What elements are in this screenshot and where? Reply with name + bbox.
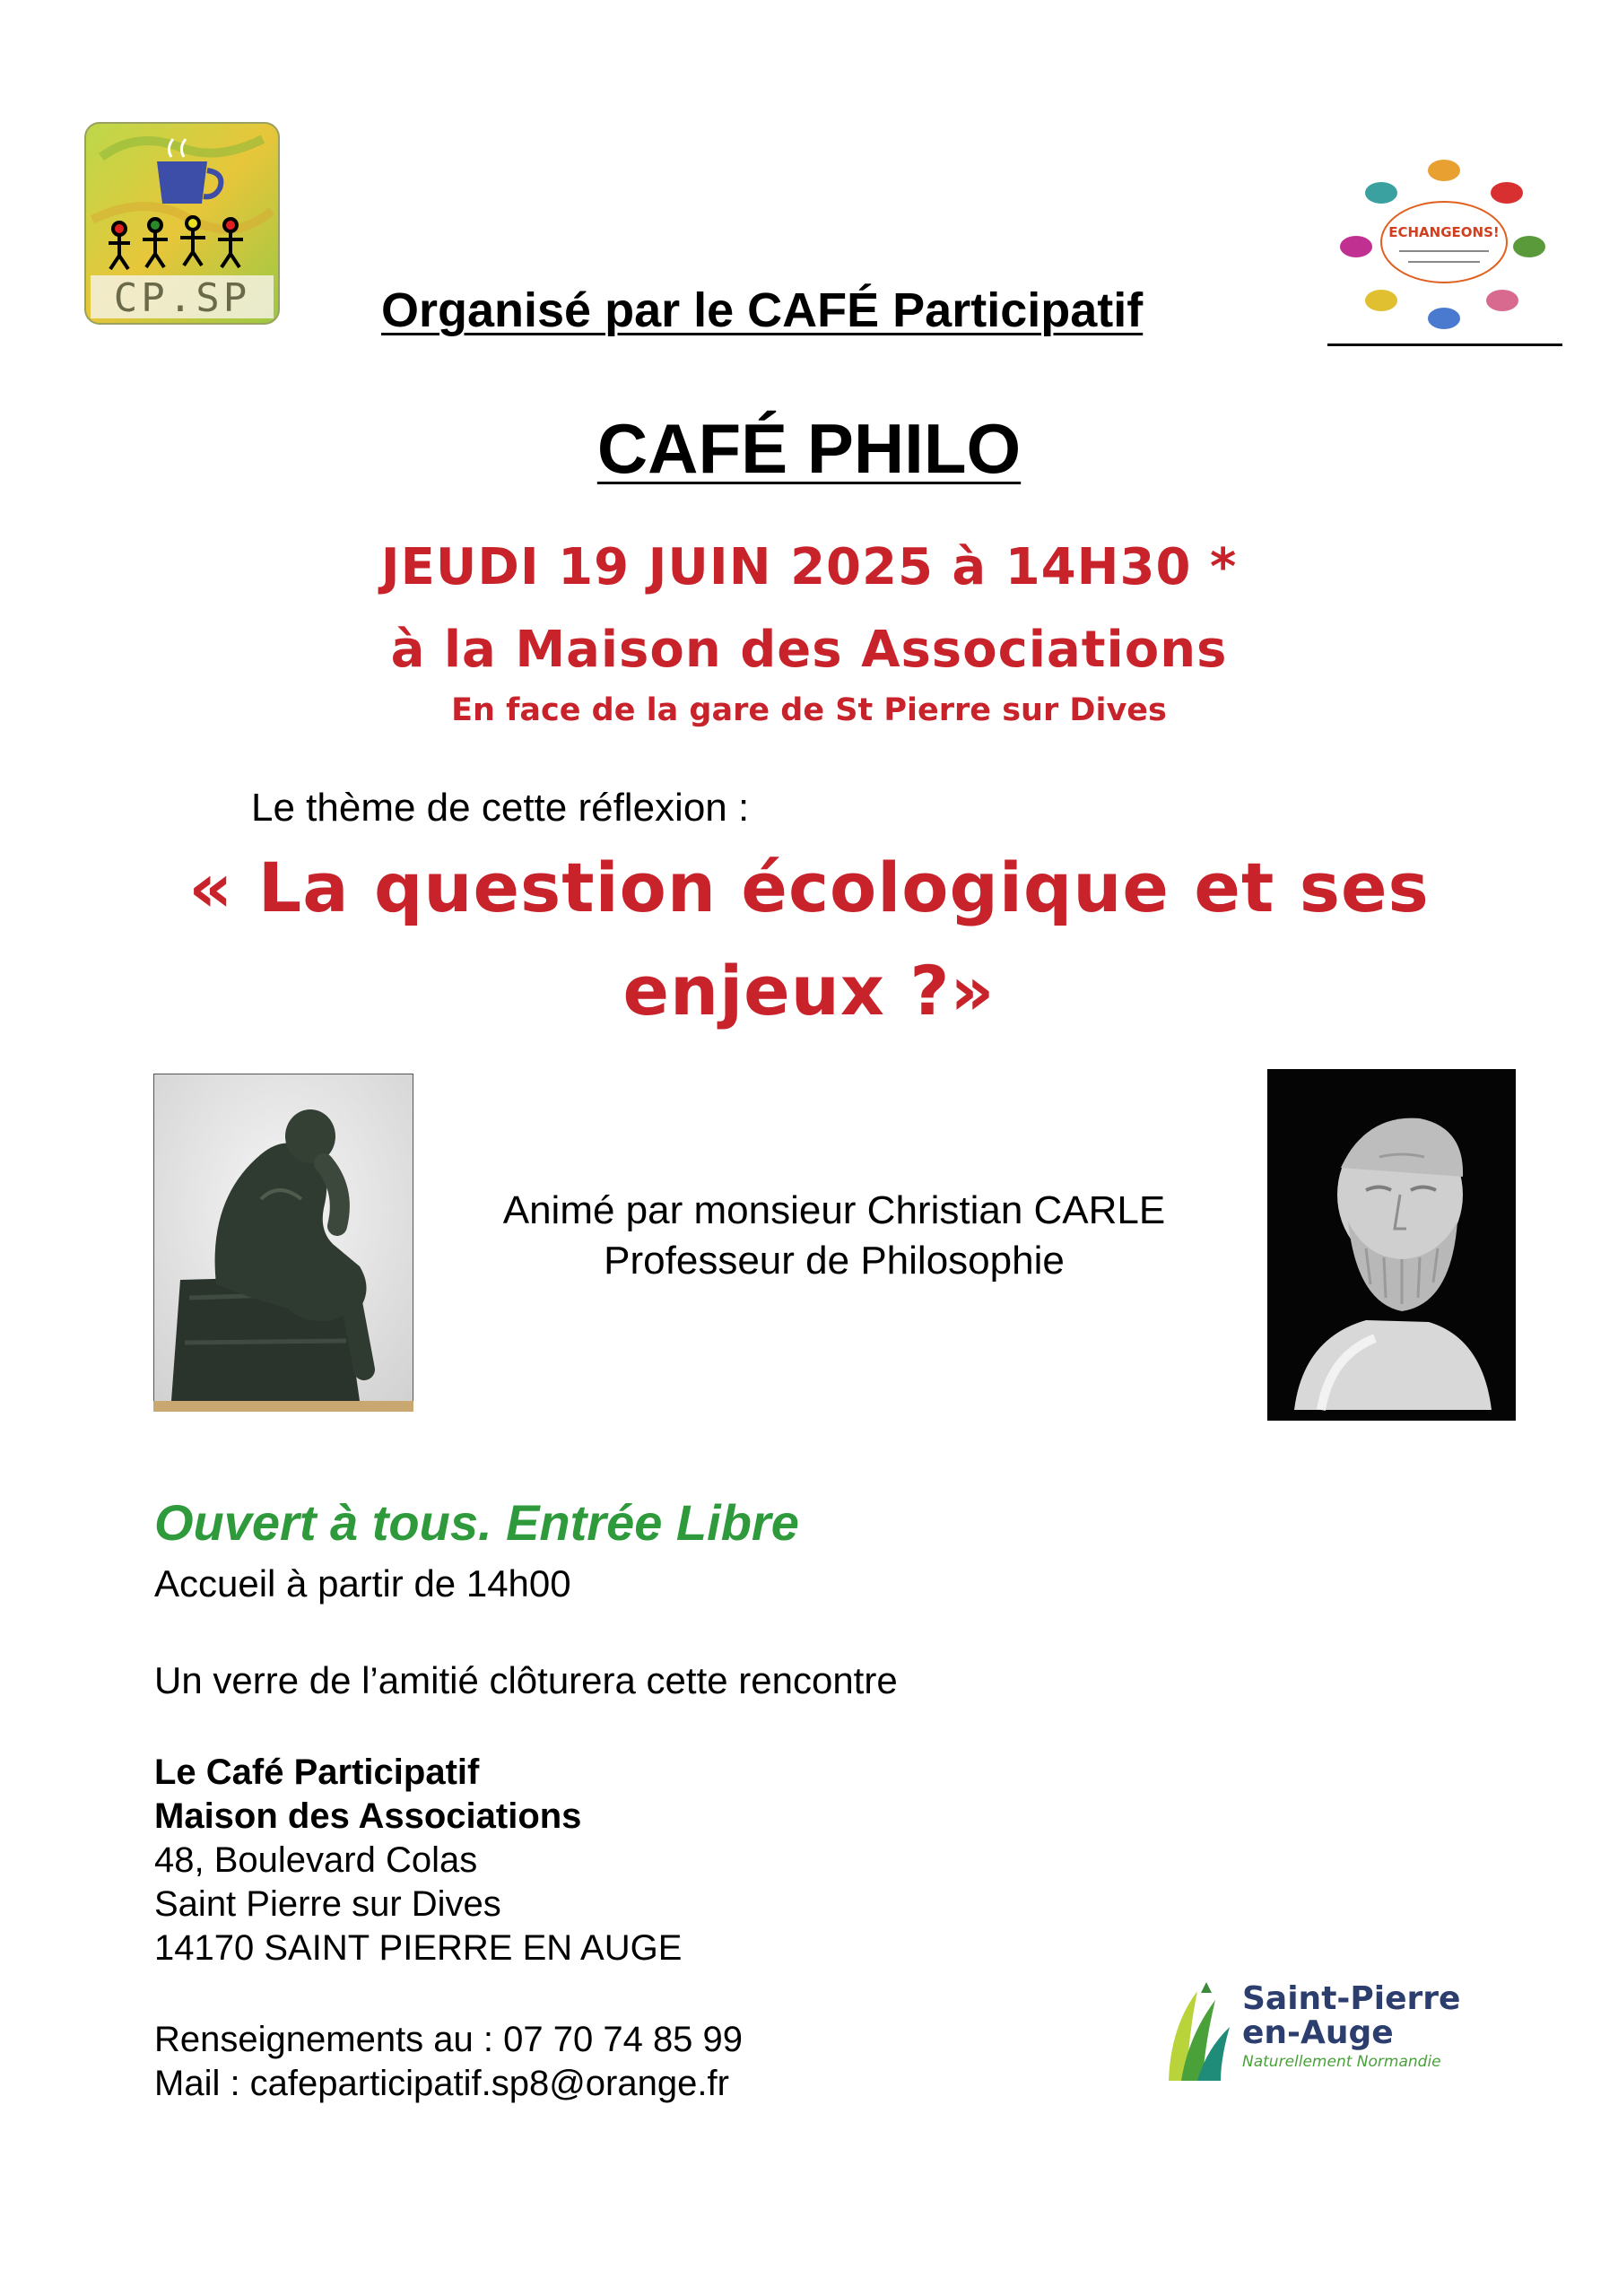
hands-circle-icon xyxy=(1327,152,1561,332)
speaker-title: Professeur de Philosophie xyxy=(604,1239,1065,1283)
town-logo-tagline: Naturellement Normandie xyxy=(1242,2053,1441,2071)
thinker-statue-icon xyxy=(153,1074,413,1412)
location-note-text: En face de la gare de St Pierre sur Dives xyxy=(451,692,1167,728)
welcome-time xyxy=(154,1562,571,1605)
saint-pierre-en-auge-logo xyxy=(1161,1973,1461,2094)
town-logo-line2: en-Auge xyxy=(1242,2014,1394,2051)
cpsp-logo-text: CP.SP xyxy=(113,275,251,321)
event-location-note xyxy=(0,692,1618,728)
open-text: Ouvert à tous. Entrée Libre xyxy=(154,1494,799,1551)
date-text: JEUDI 19 JUIN 2025 à 14H30 * xyxy=(380,538,1238,596)
theme-line2-text: enjeux ?» xyxy=(622,951,996,1031)
bust-statue-icon xyxy=(1267,1069,1516,1421)
welcome-text: Accueil à partir de 14h00 xyxy=(154,1562,571,1605)
town-logo-line1: Saint-Pierre xyxy=(1242,1980,1461,2017)
event-date xyxy=(0,538,1618,596)
organizer-heading xyxy=(381,283,1143,338)
theme-title-line1 xyxy=(0,848,1618,927)
contact-mail[interactable]: Mail : cafeparticipatif.sp8@orange.fr xyxy=(154,2064,729,2103)
open-to-all xyxy=(154,1493,799,1552)
theme-intro xyxy=(251,786,749,831)
address-town: Saint Pierre sur Dives xyxy=(154,1884,501,1924)
theme-title-line2 xyxy=(0,951,1618,1031)
speaker-name: Animé par monsieur Christian CARLE xyxy=(502,1188,1166,1232)
address-block xyxy=(154,1751,682,1970)
address-postcode-city: 14170 SAINT PIERRE EN AUGE xyxy=(154,1928,683,1968)
theme-intro-text: Le thème de cette réflexion : xyxy=(251,786,750,830)
speaker-block xyxy=(431,1186,1238,1286)
theme-line1-text: « La question écologique et ses xyxy=(188,848,1430,927)
address-name: Le Café Participatif xyxy=(154,1752,480,1792)
address-street: 48, Boulevard Colas xyxy=(154,1840,478,1880)
divider-line xyxy=(1327,344,1562,346)
closing-note xyxy=(154,1659,898,1702)
echangeons-logo xyxy=(1327,152,1561,332)
closing-text: Un verre de l’amitié clôturera cette rencontre xyxy=(154,1659,898,1701)
cpsp-logo xyxy=(83,121,281,326)
contact-phone[interactable]: Renseignements au : 07 70 74 85 99 xyxy=(154,2020,744,2059)
address-building: Maison des Associations xyxy=(154,1796,582,1836)
thinker-statue-image xyxy=(153,1074,413,1412)
event-title xyxy=(0,408,1618,490)
cpsp-logo-graphic xyxy=(83,121,281,326)
venue-text: à la Maison des Associations xyxy=(390,621,1228,679)
landscape-logo-icon xyxy=(1161,1973,1233,2090)
echangeons-logo-text: ECHANGEONS! xyxy=(1388,224,1500,240)
title-text: CAFÉ PHILO xyxy=(596,409,1022,488)
contact-block xyxy=(154,2018,743,2106)
aristotle-bust-image xyxy=(1267,1069,1516,1421)
organizer-text: Organisé par le CAFÉ Participatif xyxy=(381,283,1144,337)
event-venue xyxy=(0,621,1618,679)
